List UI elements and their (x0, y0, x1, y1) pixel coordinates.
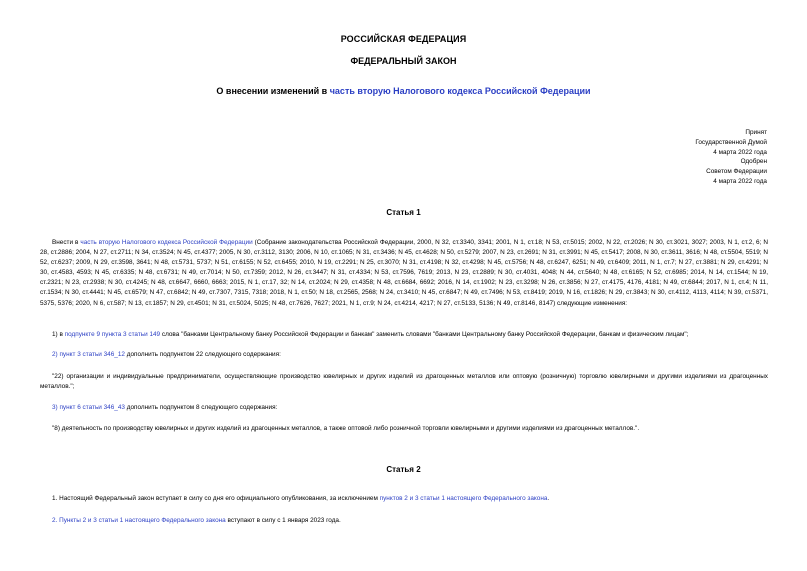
law-title-prefix: О внесении изменений в (216, 86, 330, 96)
item-2-number: 2) (52, 351, 60, 358)
law-title-link[interactable]: часть вторую Налогового кодекса Российской Федерации (329, 86, 591, 96)
item-1-link[interactable]: подпункте 9 пункта 3 статьи 149 (64, 331, 161, 338)
item-3-link[interactable]: пункт 6 статьи 346_43 (59, 404, 125, 411)
article-1-item-3-quote: "8) деятельность по производству ювелирных и других изделий из драгоценных металлов, а также оптовой либо розничной торговли ювелирными и другими изделиями из драгоценных металлов.". (52, 425, 640, 432)
article-2-p2-number: 2. (52, 517, 60, 524)
article-1-item-2 (52, 350, 768, 360)
doc-type-heading: ФЕДЕРАЛЬНЫЙ ЗАКОН (350, 56, 457, 66)
adoption-line: Одобрен (740, 158, 767, 166)
intro-prefix: Внести в (52, 239, 81, 246)
item-3-number: 3) (52, 404, 60, 411)
adoption-line: 4 марта 2022 года (713, 148, 767, 156)
article-2-p1-link[interactable]: пунктов 2 и 3 статьи 1 настоящего Федерального закона (379, 495, 548, 502)
article-2-p1-prefix: 1. Настоящий Федеральный закон вступает в силу со дня его официального опубликования, за исключением (52, 495, 380, 502)
item-1-number: 1) в (52, 331, 65, 338)
article-1-item-2-quote: "22) организации и индивидуальные предприниматели, осуществляющие производство ювелирных и других изделий из драгоценных металлов или оптовую (розничную) торговлю ювелирными и другими изделиями из драгоценных металлов."; (40, 373, 768, 391)
adoption-line: 4 марта 2022 года (713, 177, 767, 185)
country-heading: РОССИЙСКАЯ ФЕДЕРАЦИЯ (340, 34, 467, 44)
law-title (0, 86, 807, 96)
intro-link[interactable]: часть вторую Налогового кодекса Российской Федерации (80, 239, 253, 246)
article-1-heading: Статья 1 (386, 208, 421, 217)
article-2-paragraph-2 (52, 516, 768, 526)
adoption-line: Государственной Думой (695, 138, 767, 146)
article-2-p2-link[interactable]: Пункты 2 и 3 статьи 1 настоящего Федерального закона (59, 517, 226, 524)
adoption-line: Принят (745, 129, 767, 136)
article-2-heading: Статья 2 (386, 465, 421, 474)
item-2-text: дополнить подпунктом 22 следующего содержания: (124, 351, 281, 358)
item-3-text: дополнить подпунктом 8 следующего содержания: (124, 404, 278, 411)
adoption-block (567, 128, 767, 187)
article-1-item-1 (52, 330, 768, 340)
article-2-paragraph-1 (52, 494, 768, 504)
intro-rest: (Собрание законодательства Российской Федерации, 2000, N 32, ст.3340, 3341; 2001, N 1, ст.18; N 53, ст.5015; 2002, N 22, ст.2026; N 30, ст.3021, 3027; 2003, N 1, ст.2, 6; N 28, ст.2886; 2004, N 27, ст.2711; N 34, ст.3524; N 45, ст.4377; 2005, N 30, ст.3112, 3130; 2006, N 10, ст.1065; N 31, ст.3436; N 45, ст.4628; N 50, ст.5279; 2007, N 23, ст.2691; N 31, ст.3991; N 45, ст.5417; 2008, N 30, ст.3611, 3616; N 48, ст.5504, 5519; N 52, ст.6237; 2009, N 29, ст.3598, 3641; N 48, ст.5731, 5737; N 51, ст.6155; N 52, ст.6455; 2010, N 19, ст.2291; N 25, ст.3070; N 31, ст.4198; N 32, ст.4298; N 45, ст.5756; N 48, ст.6247, 6251; N 49, ст.6409; 2011, N 1, ст.7; N 27, ст.3881; N 29, ст.4291; N 30, ст.4583, 4593; N 45, ст.6335; N 48, ст.6731; N 49, ст.7014; N 50, ст.7359; 2012, N 26, ст.3447; N 31, ст.4334; N 53, ст.7596, 7619; 2013, N 23, ст.2889; N 30, ст.4031, 4048; N 44, ст.5640; N 48, ст.6165; N 52, ст.6985; 2014, N 14, ст.1544; N 19, ст.2321; N 23, ст.2938; N 30, ст.4245; N 48, ст.6647, 6660, 6663; 2015, N 1, ст.17, 32; N 14, ст.2024; N 29, ст.4358; N 48, ст.6684, 6692; 2016, N 14, ст.1902; N 23, ст.3298; N 26, ст.3856; N 27, ст.4175, 4176, 4181; N 49, ст.6844; 2017, N 1, ст.4; N 11, ст.1534; N 30, ст.4441; N 45, ст.6579; N 47, ст.6842; N 49, ст.7307, 7315, 7318; 2018, N 1, ст.50; N 18, ст.2565, 2568; N 24, ст.3410; N 45, ст.6847; N 49, ст.7496; N 53, ст.8419; 2019, N 16, ст.1826; N 29, ст.3843; N 30, ст.4112, 4113, 4114; N 39, ст.5371, 5375, 5376; 2020, N 6, ст.587; N 13, ст.1857; N 29, ст.4501; N 31, ст.5024, 5025; N 48, ст.7626, 7627; 2021, N 1, ст.9; N 24, ст.4214, 4217; N 27, ст.5133, 5136; N 49, ст.8146, 8147) следующие изменения: (40, 239, 768, 307)
adoption-line: Советом Федерации (706, 168, 767, 176)
article-1-item-3 (52, 403, 768, 413)
article-2-p1-suffix: . (547, 495, 550, 502)
item-1-text: слова "банками Центральному банку Российской Федерации и банкам" заменить словами "банками Центральному банку Российской Федерации, банкам и физическим лицам"; (160, 331, 689, 338)
item-2-link[interactable]: пункт 3 статьи 346_12 (59, 351, 125, 358)
article-1-intro (40, 238, 768, 309)
article-2-p2-text: вступают в силу с 1 января 2023 года. (225, 517, 341, 524)
